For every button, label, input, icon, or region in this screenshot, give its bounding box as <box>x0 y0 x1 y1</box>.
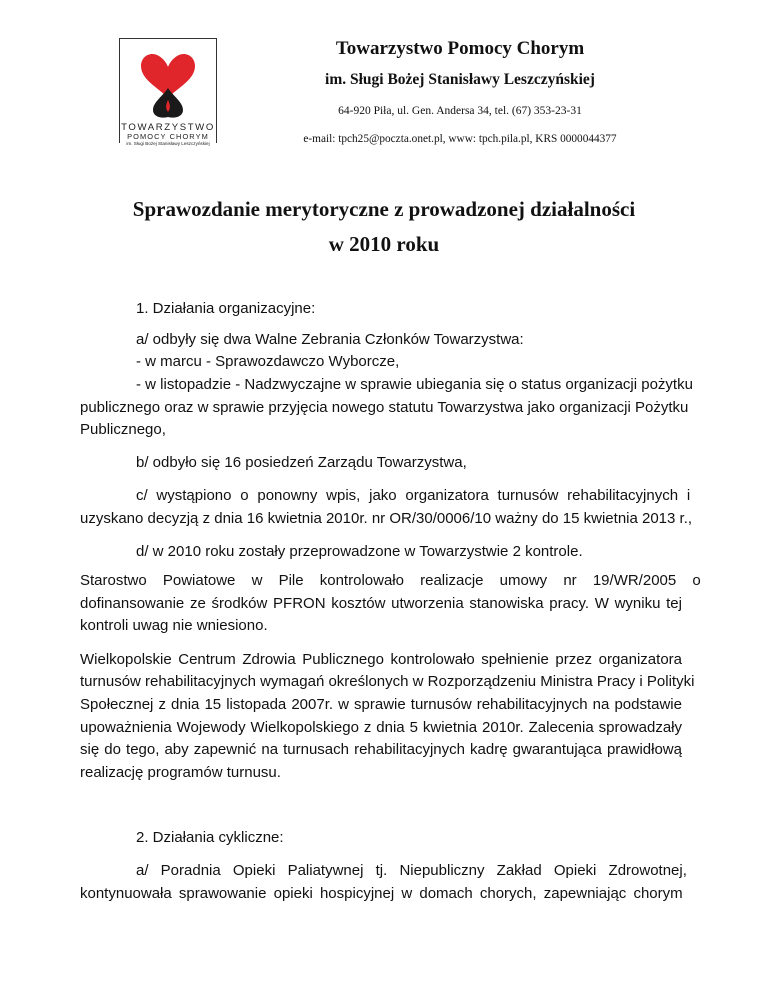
org-contact: e-mail: tpch25@poczta.onet.pl, www: tpch.pila.pl, KRS 0000044377 <box>303 133 617 145</box>
paragraph-line: kontynuowała sprawowanie opieki hospicyjnej w domach chorych, zapewniając chorym <box>80 885 683 902</box>
org-name: Towarzystwo Pomocy Chorym <box>335 38 585 59</box>
paragraph-line: turnusów rehabilitacyjnych wymagań określonych w Rozporządzeniu Ministra Pracy i Polityki <box>80 673 695 690</box>
paragraph-line: realizację programów turnusu. <box>80 764 281 781</box>
paragraph-line: d/ w 2010 roku zostały przeprowadzone w Towarzystwie 2 kontrole. <box>136 543 583 560</box>
paragraph-line: - w listopadzie - Nadzwyczajne w sprawie ubiegania się o status organizacji pożytku <box>136 376 693 393</box>
paragraph-line: b/ odbyło się 16 posiedzeń Zarządu Towarzystwa, <box>136 454 467 471</box>
document-title: Sprawozdanie merytoryczne z prowadzonej działalności <box>132 197 636 221</box>
paragraph-line: Starostwo Powiatowe w Pile kontrolowało realizacje umowy nr 19/WR/2005 o <box>80 572 701 589</box>
paragraph-line: c/ wystąpiono o ponowny wpis, jako organizatora turnusów rehabilitacyjnych i <box>136 487 691 504</box>
document-title-year: w 2010 roku <box>328 232 440 256</box>
paragraph-line: Wielkopolskie Centrum Zdrowia Publicznego kontrolowało spełnienie przez organizatora <box>80 651 682 668</box>
paragraph-line: upoważnienia Wojewody Wielkopolskiego z dnia 5 kwietnia 2010r. Zalecenia sprowadzały <box>80 719 682 736</box>
paragraph-line: dofinansowanie ze środków PFRON kosztów utworzenia stanowiska pracy. W wyniku tej <box>80 595 682 612</box>
section-heading: 2. Działania cykliczne: <box>136 829 284 846</box>
organization-logo <box>119 38 217 145</box>
org-subtitle: im. Sługi Bożej Stanisławy Leszczyńskiej <box>325 71 595 88</box>
section-heading: 1. Działania organizacyjne: <box>136 300 316 317</box>
paragraph-line: - w marcu - Sprawozdawczo Wyborcze, <box>136 353 400 370</box>
paragraph-line: się do tego, aby zapewnić na turnusach rehabilitacyjnych kadrę gwarantująca prawidłową <box>80 741 682 758</box>
heart-figure-icon <box>119 38 217 128</box>
paragraph-line: a/ Poradnia Opieki Paliatywnej tj. Niepubliczny Zakład Opieki Zdrowotnej, <box>136 862 687 879</box>
logo-text-line2: POMOCY CHORYM <box>127 132 209 141</box>
paragraph-line: uzyskano decyzją z dnia 16 kwietnia 2010r. nr OR/30/0006/10 ważny do 15 kwietnia 2013 r., <box>80 510 693 527</box>
org-address: 64-920 Piła, ul. Gen. Andersa 34, tel. (67) 353-23-31 <box>338 105 582 117</box>
paragraph-line: Publicznego, <box>80 421 166 438</box>
paragraph-line: a/ odbyły się dwa Walne Zebrania Członków Towarzystwa: <box>136 331 524 348</box>
paragraph-line: Społecznej z dnia 15 listopada 2007r. w sprawie turnusów rehabilitacyjnych na podstawie <box>80 696 682 713</box>
logo-text-line3: im. Sługi Bożej Stanisławy Leszczyńskiej <box>126 141 210 146</box>
paragraph-line: publicznego oraz w sprawie przyjęcia nowego statutu Towarzystwa jako organizacji Pożytku <box>80 399 689 416</box>
paragraph-line: kontroli uwag nie wniesiono. <box>80 617 268 634</box>
logo-text-line1: TOWARZYSTWO <box>121 122 215 133</box>
